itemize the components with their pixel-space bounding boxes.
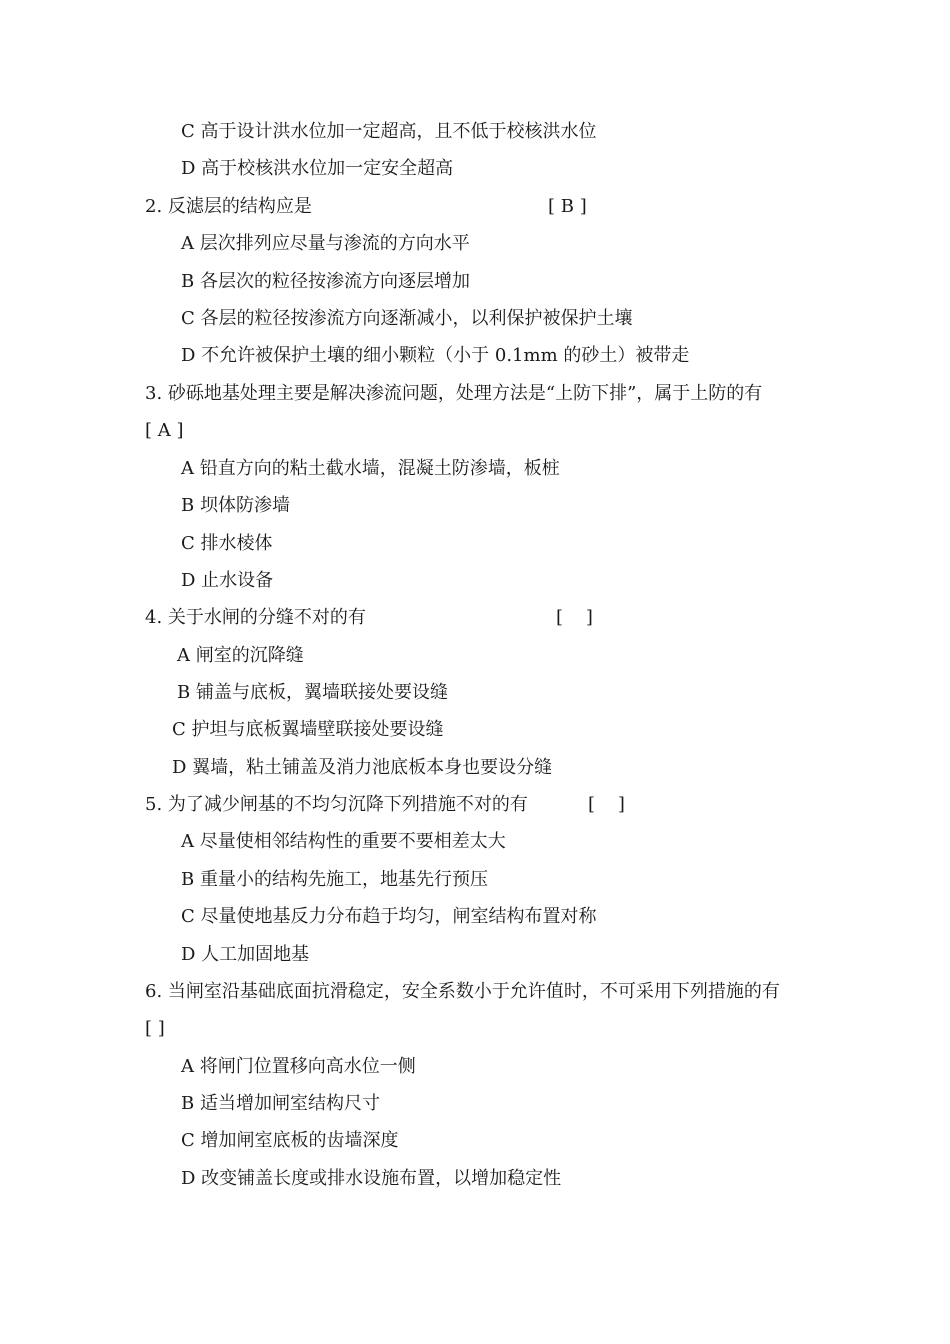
q3-option-b: B 坝体防渗墙 bbox=[181, 495, 290, 516]
q6-option-d: D 改变铺盖长度或排水设施布置，以增加稳定性 bbox=[181, 1168, 562, 1189]
q5-option-c: C 尽量使地基反力分布趋于均匀，闸室结构布置对称 bbox=[181, 906, 597, 927]
q1-option-d: D 高于校核洪水位加一定安全超高 bbox=[181, 158, 454, 179]
q3-answer-bracket: [ A ] bbox=[145, 420, 184, 441]
q6-option-c: C 增加闸室底板的齿墙深度 bbox=[181, 1130, 399, 1151]
q1-option-c: C 高于设计洪水位加一定超高，且不低于校核洪水位 bbox=[181, 121, 597, 142]
q4-answer-bracket: [ ] bbox=[556, 607, 593, 628]
q4-option-a: A 闸室的沉降缝 bbox=[177, 645, 304, 666]
q3-question: 3. 砂砾地基处理主要是解决渗流问题，处理方法是“上防下排”，属于上防的有 bbox=[145, 383, 763, 404]
q4-option-c: C 护坦与底板翼墙壁联接处要设缝 bbox=[172, 719, 444, 740]
q4-option-d: D 翼墙，粘土铺盖及消力池底板本身也要设分缝 bbox=[172, 757, 553, 778]
q5-option-a: A 尽量使相邻结构性的重要不要相差太大 bbox=[181, 831, 506, 852]
q4-option-b: B 铺盖与底板，翼墙联接处要设缝 bbox=[177, 682, 448, 703]
q2-option-b: B 各层次的粒径按渗流方向逐层增加 bbox=[181, 271, 470, 292]
q5-question: 5. 为了减少闸基的不均匀沉降下列措施不对的有 bbox=[145, 794, 528, 815]
q2-option-d: D 不允许被保护土壤的细小颗粒（小于 0.1mm 的砂土）被带走 bbox=[181, 345, 690, 366]
q2-option-a: A 层次排列应尽量与渗流的方向水平 bbox=[181, 233, 470, 254]
q6-answer-bracket: [ ] bbox=[145, 1018, 165, 1039]
q2-question: 2. 反滤层的结构应是 bbox=[145, 196, 312, 217]
q2-option-c: C 各层的粒径按渗流方向逐渐减小，以利保护被保护土壤 bbox=[181, 308, 633, 329]
q6-option-a: A 将闸门位置移向高水位一侧 bbox=[181, 1056, 416, 1077]
q6-option-b: B 适当增加闸室结构尺寸 bbox=[181, 1093, 380, 1114]
q5-option-b: B 重量小的结构先施工，地基先行预压 bbox=[181, 869, 488, 890]
q3-option-a: A 铅直方向的粘土截水墙，混凝土防渗墙，板桩 bbox=[181, 458, 560, 479]
q6-question: 6. 当闸室沿基础底面抗滑稳定，安全系数小于允许值时，不可采用下列措施的有 bbox=[145, 981, 780, 1002]
q4-question: 4. 关于水闸的分缝不对的有 bbox=[145, 607, 366, 628]
q5-option-d: D 人工加固地基 bbox=[181, 944, 310, 965]
q5-answer-bracket: [ ] bbox=[588, 794, 625, 815]
q2-answer-bracket: [ B ] bbox=[548, 196, 587, 217]
q3-option-c: C 排水棱体 bbox=[181, 533, 273, 554]
q3-option-d: D 止水设备 bbox=[181, 570, 274, 591]
